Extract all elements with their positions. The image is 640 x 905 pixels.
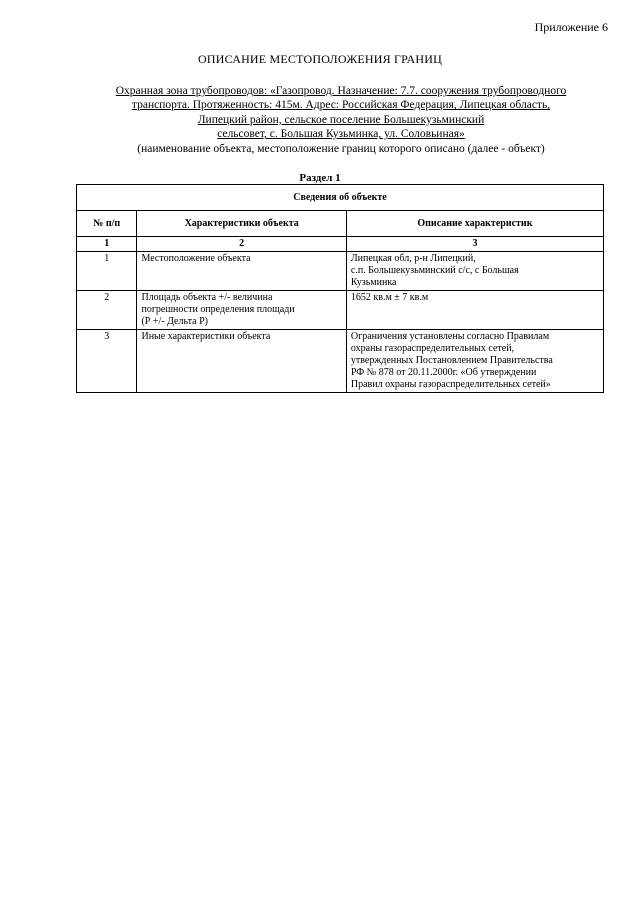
- row-characteristic: Иные характеристики объекта: [137, 330, 346, 393]
- description-line: охраны газораспределительных сетей,: [350, 343, 515, 354]
- row-description: [346, 291, 603, 330]
- object-caption: (наименование объекта, местоположение границ которого описано (далее - объект): [137, 142, 545, 155]
- column-header-characteristic: Характеристики объекта: [137, 211, 346, 237]
- object-line-2: транспорта. Протяженность: 415м. Адрес: Российская Федерация, Липецкая область,: [131, 99, 551, 112]
- object-line-3: Липецкий район, сельское поселение Большекузьминский: [197, 113, 485, 126]
- document-title: ОПИСАНИЕ МЕСТОПОЛОЖЕНИЯ ГРАНИЦ: [198, 52, 442, 66]
- description-line: Ограничения установлены согласно Правилам: [350, 331, 550, 342]
- row-characteristic: [137, 291, 346, 330]
- table-row: [77, 291, 604, 330]
- characteristic-line: (Р +/- Дельта Р): [141, 316, 208, 327]
- description-line: РФ № 878 от 20.11.2000г. «Об утверждении: [350, 367, 537, 378]
- column-number-1: 1: [77, 237, 137, 252]
- description-line: утвержденных Постановлением Правительства: [350, 355, 553, 366]
- row-number: 2: [77, 291, 137, 330]
- row-number: 1: [77, 252, 137, 291]
- object-line-4: сельсовет, с. Большая Кузьминка, ул. Соловьиная»: [217, 128, 465, 141]
- description-line: 1652 кв.м ± 7 кв.м: [350, 292, 429, 303]
- description-line: Кузьминка: [350, 277, 397, 288]
- object-line-1: Охранная зона трубопроводов: «Газопровод. Назначение: 7.7. сооружения трубопроводного: [115, 85, 567, 97]
- object-description: [76, 84, 606, 156]
- row-number: 3: [77, 330, 137, 393]
- description-line: с.п. Большекузьминский с/с, с Большая: [350, 265, 519, 276]
- table-row: [77, 252, 604, 291]
- column-number-3: 3: [346, 237, 603, 252]
- row-description: [346, 252, 603, 291]
- table-title: Сведения об объекте: [77, 185, 604, 211]
- description-line: Липецкая обл, р-н Липецкий,: [350, 253, 476, 264]
- table-row: [77, 330, 604, 393]
- characteristic-line: Площадь объекта +/- величина: [141, 292, 273, 303]
- column-number-2: 2: [137, 237, 346, 252]
- appendix-label: Приложение 6: [534, 20, 608, 34]
- column-header-description: Описание характеристик: [346, 211, 603, 237]
- description-line: Правил охраны газораспределительных сетей»: [350, 379, 551, 390]
- row-description: [346, 330, 603, 393]
- characteristic-line: погрешности определения площади: [141, 304, 295, 315]
- object-info-table: [76, 184, 604, 393]
- row-characteristic: Местоположение объекта: [137, 252, 346, 291]
- section-title: Раздел 1: [299, 172, 341, 184]
- column-header-number: № п/п: [77, 211, 137, 237]
